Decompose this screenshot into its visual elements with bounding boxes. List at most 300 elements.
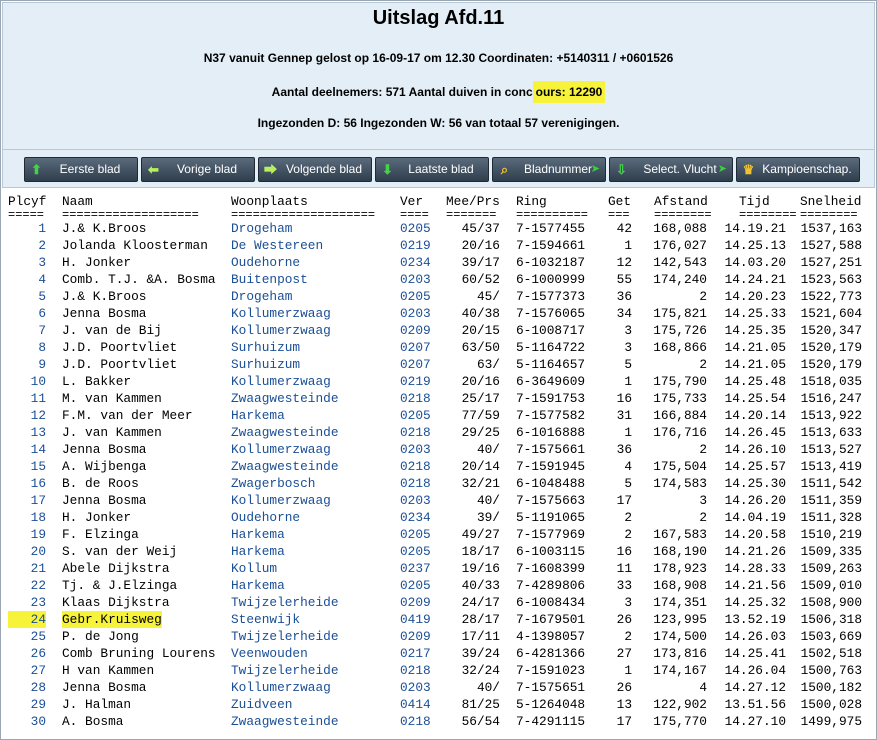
cell-time: 14.25.35 <box>724 323 786 338</box>
cell-residence[interactable]: Zwaagwesteinde <box>231 459 339 474</box>
cell-name: Comb. T.J. &A. Bosma <box>62 272 216 287</box>
flight-info: N37 vanuit Gennep gelost op 16-09-17 om 12.30 Coordinaten: +5140311 / +0601526 <box>203 51 674 65</box>
championship-button[interactable] <box>736 157 860 182</box>
table-row <box>8 662 870 679</box>
cell-marked: 3 <box>624 340 632 355</box>
cell-distance: 175,733 <box>653 391 707 406</box>
cell-club[interactable]: 0205 <box>400 527 431 542</box>
cell-residence[interactable]: Kollumerzwaag <box>231 442 331 457</box>
table-row <box>8 645 870 662</box>
arrow-up-icon: ⬆ <box>31 162 42 177</box>
table-row <box>8 271 870 288</box>
cell-speed: 1518,035 <box>800 374 862 389</box>
cell-club[interactable]: 0209 <box>400 323 431 338</box>
select-flight-label: Select. Vlucht <box>643 162 717 176</box>
cell-distance: 167,583 <box>653 527 707 542</box>
cell-time: 14.26.03 <box>724 629 786 644</box>
col-header-plcyf: Plcyf <box>8 194 47 209</box>
cell-residence[interactable]: Harkema <box>231 544 285 559</box>
cell-distance: 142,543 <box>653 255 707 270</box>
col-header-woonplaats: Woonplaats <box>231 194 308 209</box>
cell-name: Jenna Bosma <box>62 680 147 695</box>
results-header <box>2 2 875 150</box>
col-header-snelheid: Snelheid <box>800 194 862 209</box>
cell-club[interactable]: 0203 <box>400 442 431 457</box>
table-row <box>8 458 870 475</box>
cell-time: 14.25.33 <box>724 306 786 321</box>
cell-speed: 1521,604 <box>800 306 862 321</box>
cell-speed: 1500,763 <box>800 663 862 678</box>
cell-marked: 36 <box>616 442 632 457</box>
cell-club[interactable]: 0234 <box>400 255 431 270</box>
cell-club[interactable]: 0414 <box>400 697 431 712</box>
cell-residence[interactable]: Harkema <box>231 578 285 593</box>
cell-name: J. Halman <box>62 697 132 712</box>
table-row <box>8 492 870 509</box>
cell-ring: 7-1577582 <box>516 408 586 423</box>
arrow-down-icon: ⬇ <box>382 162 393 177</box>
table-row <box>8 237 870 254</box>
cell-distance: 175,790 <box>653 374 707 389</box>
table-row <box>8 424 870 441</box>
cell-name: P. de Jong <box>62 629 139 644</box>
cell-place: 17 <box>30 493 46 508</box>
cell-entries: 20/14 <box>461 459 500 474</box>
cell-name: B. de Roos <box>62 476 139 491</box>
cell-place: 9 <box>38 357 46 372</box>
cell-club[interactable]: 0207 <box>400 357 431 372</box>
cell-ring: 7-1576065 <box>516 306 586 321</box>
cell-ring: 5-1164657 <box>516 357 586 372</box>
cell-ring: 7-1679501 <box>516 612 586 627</box>
page-number-button[interactable] <box>492 157 606 182</box>
cell-entries: 28/17 <box>461 612 500 627</box>
cell-club[interactable]: 0203 <box>400 680 431 695</box>
cell-residence[interactable]: Kollumerzwaag <box>231 493 331 508</box>
last-page-button[interactable] <box>375 157 489 182</box>
cell-place: 5 <box>38 289 46 304</box>
cell-speed: 1527,251 <box>800 255 862 270</box>
cell-marked: 3 <box>624 323 632 338</box>
separator: ========== <box>516 208 589 222</box>
cell-entries: 20/15 <box>461 323 500 338</box>
cell-time: 14.25.54 <box>724 391 786 406</box>
cell-name: Abele Dijkstra <box>62 561 170 576</box>
cell-club[interactable]: 0203 <box>400 306 431 321</box>
cell-residence[interactable]: Zwagerbosch <box>231 476 316 491</box>
cell-place: 8 <box>38 340 46 355</box>
cell-residence[interactable]: Drogeham <box>231 289 293 304</box>
cell-club[interactable]: 0219 <box>400 374 431 389</box>
cell-time: 14.21.05 <box>724 340 786 355</box>
cell-time: 14.27.12 <box>724 680 786 695</box>
cell-name: J.D. Poortvliet <box>62 340 178 355</box>
table-row <box>8 526 870 543</box>
cell-club[interactable]: 0218 <box>400 459 431 474</box>
page-title: Uitslag Afd.11 <box>372 7 505 29</box>
cell-speed: 1522,773 <box>800 289 862 304</box>
cell-place: 12 <box>30 408 46 423</box>
cell-entries: 24/17 <box>461 595 500 610</box>
table-row <box>8 509 870 526</box>
cell-residence[interactable]: Surhuizum <box>231 340 301 355</box>
cell-name: Klaas Dijkstra <box>62 595 170 610</box>
cell-marked: 17 <box>616 714 632 729</box>
cell-name: A. Bosma <box>62 714 124 729</box>
cell-club[interactable]: 0205 <box>400 578 431 593</box>
cell-residence[interactable]: Drogeham <box>231 221 293 236</box>
table-row <box>8 475 870 492</box>
cell-speed: 1520,347 <box>800 323 862 338</box>
cell-club[interactable]: 0234 <box>400 510 431 525</box>
cell-distance: 174,351 <box>653 595 707 610</box>
cell-marked: 2 <box>624 527 632 542</box>
cell-name: Tj. & J.Elzinga <box>62 578 178 593</box>
separator: ======== <box>654 208 712 222</box>
cell-residence[interactable]: Buitenpost <box>231 272 308 287</box>
separator: =================== <box>62 208 199 222</box>
cell-residence[interactable]: Zwaagwesteinde <box>231 391 339 406</box>
cell-time: 14.20.14 <box>724 408 786 423</box>
table-row <box>8 305 870 322</box>
cell-club[interactable]: 0205 <box>400 289 431 304</box>
table-separator-row <box>8 210 870 220</box>
cell-club[interactable]: 0218 <box>400 425 431 440</box>
cell-place: 16 <box>30 476 46 491</box>
go-arrow-icon: ➤ <box>590 163 600 175</box>
cell-residence[interactable]: Harkema <box>231 527 285 542</box>
first-page-label: Eerste blad <box>59 162 121 176</box>
cell-name: Jenna Bosma <box>62 442 147 457</box>
cell-place: 6 <box>38 306 46 321</box>
table-row <box>8 407 870 424</box>
cell-ring: 6-1016888 <box>516 425 586 440</box>
cell-name: M. van Kammen <box>62 391 162 406</box>
cell-time: 14.25.30 <box>724 476 786 491</box>
cell-place: 18 <box>30 510 46 525</box>
cell-time: 14.20.58 <box>724 527 786 542</box>
cell-distance: 168,908 <box>653 578 707 593</box>
cell-time: 13.51.56 <box>724 697 786 712</box>
cell-entries: 18/17 <box>461 544 500 559</box>
cell-name: J.& K.Broos <box>62 221 147 236</box>
next-page-button[interactable] <box>258 157 372 182</box>
cell-time: 14.20.23 <box>724 289 786 304</box>
cell-time: 14.25.32 <box>724 595 786 610</box>
cell-marked: 2 <box>624 510 632 525</box>
cell-residence[interactable]: Zuidveen <box>231 697 293 712</box>
cell-residence[interactable]: Steenwijk <box>231 612 301 627</box>
cell-ring: 6-1008717 <box>516 323 586 338</box>
cell-ring: 7-1594661 <box>516 238 586 253</box>
cell-residence[interactable]: Veenwouden <box>231 646 308 661</box>
cell-distance: 3 <box>699 493 707 508</box>
cell-club[interactable]: 0237 <box>400 561 431 576</box>
cell-marked: 17 <box>616 493 632 508</box>
table-row <box>8 611 870 628</box>
cell-place: 10 <box>30 374 46 389</box>
results-table <box>8 193 870 730</box>
separator: ===== <box>8 208 45 222</box>
cell-club[interactable]: 0205 <box>400 408 431 423</box>
cell-entries: 25/17 <box>461 391 500 406</box>
table-row <box>8 356 870 373</box>
cell-marked: 26 <box>616 680 632 695</box>
table-row <box>8 713 870 730</box>
cell-distance: 122,902 <box>653 697 707 712</box>
cell-time: 14.24.21 <box>724 272 786 287</box>
cell-marked: 26 <box>616 612 632 627</box>
cell-ring: 7-1591945 <box>516 459 586 474</box>
download-icon: ⇩ <box>616 162 627 177</box>
cell-time: 14.21.26 <box>724 544 786 559</box>
cell-entries: 63/50 <box>461 340 500 355</box>
cell-ring: 7-1591753 <box>516 391 586 406</box>
cell-distance: 2 <box>699 357 707 372</box>
cell-residence[interactable]: Oudehorne <box>231 510 301 525</box>
cell-name: Jenna Bosma <box>62 493 147 508</box>
cell-entries: 40/ <box>476 493 500 508</box>
table-row <box>8 696 870 713</box>
cell-distance: 178,923 <box>653 561 707 576</box>
cell-residence[interactable]: Surhuizum <box>231 357 301 372</box>
cell-speed: 1520,179 <box>800 357 862 372</box>
cell-distance: 174,583 <box>653 476 707 491</box>
cell-marked: 11 <box>616 561 632 576</box>
cell-entries: 32/21 <box>461 476 500 491</box>
col-header-naam: Naam <box>62 194 93 209</box>
cell-club[interactable]: 0205 <box>400 221 431 236</box>
cell-entries: 40/33 <box>461 578 500 593</box>
cell-distance: 168,190 <box>653 544 707 559</box>
cell-ring: 5-1164722 <box>516 340 586 355</box>
arrow-left-icon: ⬅ <box>148 162 159 177</box>
cell-time: 14.27.10 <box>724 714 786 729</box>
cell-speed: 1511,359 <box>800 493 862 508</box>
cell-entries: 45/ <box>476 289 500 304</box>
cell-residence[interactable]: Twijzelerheide <box>231 595 339 610</box>
cell-distance: 168,088 <box>653 221 707 236</box>
cell-distance: 175,770 <box>653 714 707 729</box>
cell-distance: 173,816 <box>653 646 707 661</box>
cell-place: 15 <box>30 459 46 474</box>
arrow-right-icon: ⮕ <box>263 162 277 177</box>
cell-marked: 5 <box>624 357 632 372</box>
cell-place: 29 <box>30 697 46 712</box>
cell-distance: 168,866 <box>653 340 707 355</box>
cell-name: J. van Kammen <box>62 425 162 440</box>
cell-speed: 1509,263 <box>800 561 862 576</box>
cell-speed: 1511,542 <box>800 476 862 491</box>
cell-club[interactable]: 0219 <box>400 238 431 253</box>
crown-icon: ♛ <box>742 162 755 177</box>
cell-speed: 1513,922 <box>800 408 862 423</box>
cell-residence[interactable]: Kollumerzwaag <box>231 680 331 695</box>
cell-residence[interactable]: De Westereen <box>231 238 324 253</box>
cell-speed: 1500,028 <box>800 697 862 712</box>
cell-marked: 36 <box>616 289 632 304</box>
table-row <box>8 441 870 458</box>
cell-marked: 42 <box>616 221 632 236</box>
cell-residence[interactable]: Kollum <box>231 561 278 576</box>
cell-marked: 1 <box>624 238 632 253</box>
cell-marked: 12 <box>616 255 632 270</box>
cell-club[interactable]: 0207 <box>400 340 431 355</box>
entries-info: Ingezonden D: 56 Ingezonden W: 56 van totaal 57 verenigingen. <box>257 116 620 130</box>
cell-marked: 55 <box>616 272 632 287</box>
cell-club[interactable]: 0209 <box>400 595 431 610</box>
cell-time: 14.19.21 <box>724 221 786 236</box>
table-row <box>8 373 870 390</box>
cell-speed: 1509,010 <box>800 578 862 593</box>
cell-name: J.D. Poortvliet <box>62 357 178 372</box>
cell-entries: 19/16 <box>461 561 500 576</box>
navigation-toolbar <box>2 150 875 188</box>
cell-time: 14.26.45 <box>724 425 786 440</box>
cell-speed: 1511,328 <box>800 510 862 525</box>
cell-entries: 39/17 <box>461 255 500 270</box>
cell-speed: 1499,975 <box>800 714 862 729</box>
cell-entries: 60/52 <box>461 272 500 287</box>
cell-entries: 39/24 <box>461 646 500 661</box>
cell-marked: 2 <box>624 629 632 644</box>
cell-place: 13 <box>30 425 46 440</box>
separator: ======= <box>446 208 497 222</box>
cell-place: 3 <box>38 255 46 270</box>
cell-club[interactable]: 0203 <box>400 493 431 508</box>
cell-distance: 176,027 <box>653 238 707 253</box>
cell-ring: 7-1577969 <box>516 527 586 542</box>
table-row <box>8 322 870 339</box>
cell-residence[interactable]: Twijzelerheide <box>231 663 339 678</box>
cell-speed: 1513,633 <box>800 425 862 440</box>
cell-distance: 166,884 <box>653 408 707 423</box>
cell-residence[interactable]: Oudehorne <box>231 255 301 270</box>
cell-place: 20 <box>30 544 46 559</box>
cell-time: 14.21.56 <box>724 578 786 593</box>
cell-distance: 175,726 <box>653 323 707 338</box>
cell-residence[interactable]: Twijzelerheide <box>231 629 339 644</box>
cell-distance: 176,716 <box>653 425 707 440</box>
cell-club[interactable]: 0218 <box>400 714 431 729</box>
cell-time: 14.25.41 <box>724 646 786 661</box>
cell-name: Jenna Bosma <box>62 306 147 321</box>
cell-place: 19 <box>30 527 46 542</box>
cell-ring: 6-3649609 <box>516 374 586 389</box>
cell-speed: 1516,247 <box>800 391 862 406</box>
cell-place: 26 <box>30 646 46 661</box>
previous-page-button[interactable] <box>141 157 255 182</box>
cell-speed: 1513,527 <box>800 442 862 457</box>
cell-place: 14 <box>30 442 46 457</box>
col-header-get: Get <box>608 194 632 209</box>
cell-speed: 1523,563 <box>800 272 862 287</box>
next-page-label: Volgende blad <box>285 162 363 176</box>
cell-place: 11 <box>30 391 46 406</box>
cell-residence[interactable]: Kollumerzwaag <box>231 374 331 389</box>
cell-distance: 2 <box>699 510 707 525</box>
last-page-label: Laatste blad <box>408 162 474 176</box>
cell-time: 14.03.20 <box>724 255 786 270</box>
cell-time: 14.26.20 <box>724 493 786 508</box>
cell-entries: 77/59 <box>461 408 500 423</box>
cell-place: 2 <box>38 238 46 253</box>
col-header-mee-prs: Mee/Prs <box>446 194 500 209</box>
cell-name: L. Bakker <box>62 374 132 389</box>
cell-club[interactable]: 0205 <box>400 544 431 559</box>
table-row <box>8 254 870 271</box>
cell-ring: 7-1577373 <box>516 289 586 304</box>
go-arrow-icon: ➤ <box>717 163 727 175</box>
table-row <box>8 288 870 305</box>
cell-ring: 4-1398057 <box>516 629 586 644</box>
cell-marked: 13 <box>616 697 632 712</box>
cell-distance: 2 <box>699 289 707 304</box>
cell-club[interactable]: 0419 <box>400 612 431 627</box>
cell-speed: 1506,318 <box>800 612 862 627</box>
cell-club[interactable]: 0209 <box>400 629 431 644</box>
cell-place: 22 <box>30 578 46 593</box>
cell-club[interactable]: 0218 <box>400 476 431 491</box>
cell-entries: 56/54 <box>461 714 500 729</box>
separator: ======== <box>739 208 797 222</box>
cell-residence[interactable]: Zwaagwesteinde <box>231 425 339 440</box>
cell-place: 28 <box>30 680 46 695</box>
cell-name: S. van der Weij <box>62 544 178 559</box>
cell-entries: 32/24 <box>461 663 500 678</box>
cell-speed: 1520,179 <box>800 340 862 355</box>
cell-club[interactable]: 0218 <box>400 391 431 406</box>
cell-speed: 1510,219 <box>800 527 862 542</box>
cell-speed: 1508,900 <box>800 595 862 610</box>
cell-entries: 29/25 <box>461 425 500 440</box>
cell-marked: 1 <box>624 663 632 678</box>
cell-speed: 1527,588 <box>800 238 862 253</box>
table-row <box>8 220 870 237</box>
cell-club[interactable]: 0203 <box>400 272 431 287</box>
cell-club[interactable]: 0218 <box>400 663 431 678</box>
first-page-button[interactable] <box>24 157 138 182</box>
cell-residence[interactable]: Zwaagwesteinde <box>231 714 339 729</box>
cell-time: 14.25.57 <box>724 459 786 474</box>
select-flight-button[interactable] <box>609 157 733 182</box>
pigeon-count-highlight: ours: 12290 <box>533 81 606 103</box>
cell-residence[interactable]: Kollumerzwaag <box>231 306 331 321</box>
table-body <box>8 220 870 730</box>
cell-time: 14.26.04 <box>724 663 786 678</box>
cell-marked: 4 <box>624 459 632 474</box>
table-row <box>8 390 870 407</box>
cell-entries: 39/ <box>476 510 500 525</box>
table-row <box>8 339 870 356</box>
cell-speed: 1502,518 <box>800 646 862 661</box>
cell-residence[interactable]: Kollumerzwaag <box>231 323 331 338</box>
cell-place: 30 <box>30 714 46 729</box>
table-row <box>8 560 870 577</box>
cell-ring: 6-1048488 <box>516 476 586 491</box>
cell-club[interactable]: 0217 <box>400 646 431 661</box>
cell-speed: 1537,163 <box>800 221 862 236</box>
cell-speed: 1503,669 <box>800 629 862 644</box>
cell-residence[interactable]: Harkema <box>231 408 285 423</box>
cell-time: 14.28.33 <box>724 561 786 576</box>
cell-name: J. van de Bij <box>62 323 162 338</box>
cell-entries: 17/11 <box>461 629 500 644</box>
cell-distance: 123,995 <box>653 612 707 627</box>
cell-time: 14.25.48 <box>724 374 786 389</box>
cell-distance: 175,821 <box>653 306 707 321</box>
cell-name: Jolanda Kloosterman <box>62 238 208 253</box>
